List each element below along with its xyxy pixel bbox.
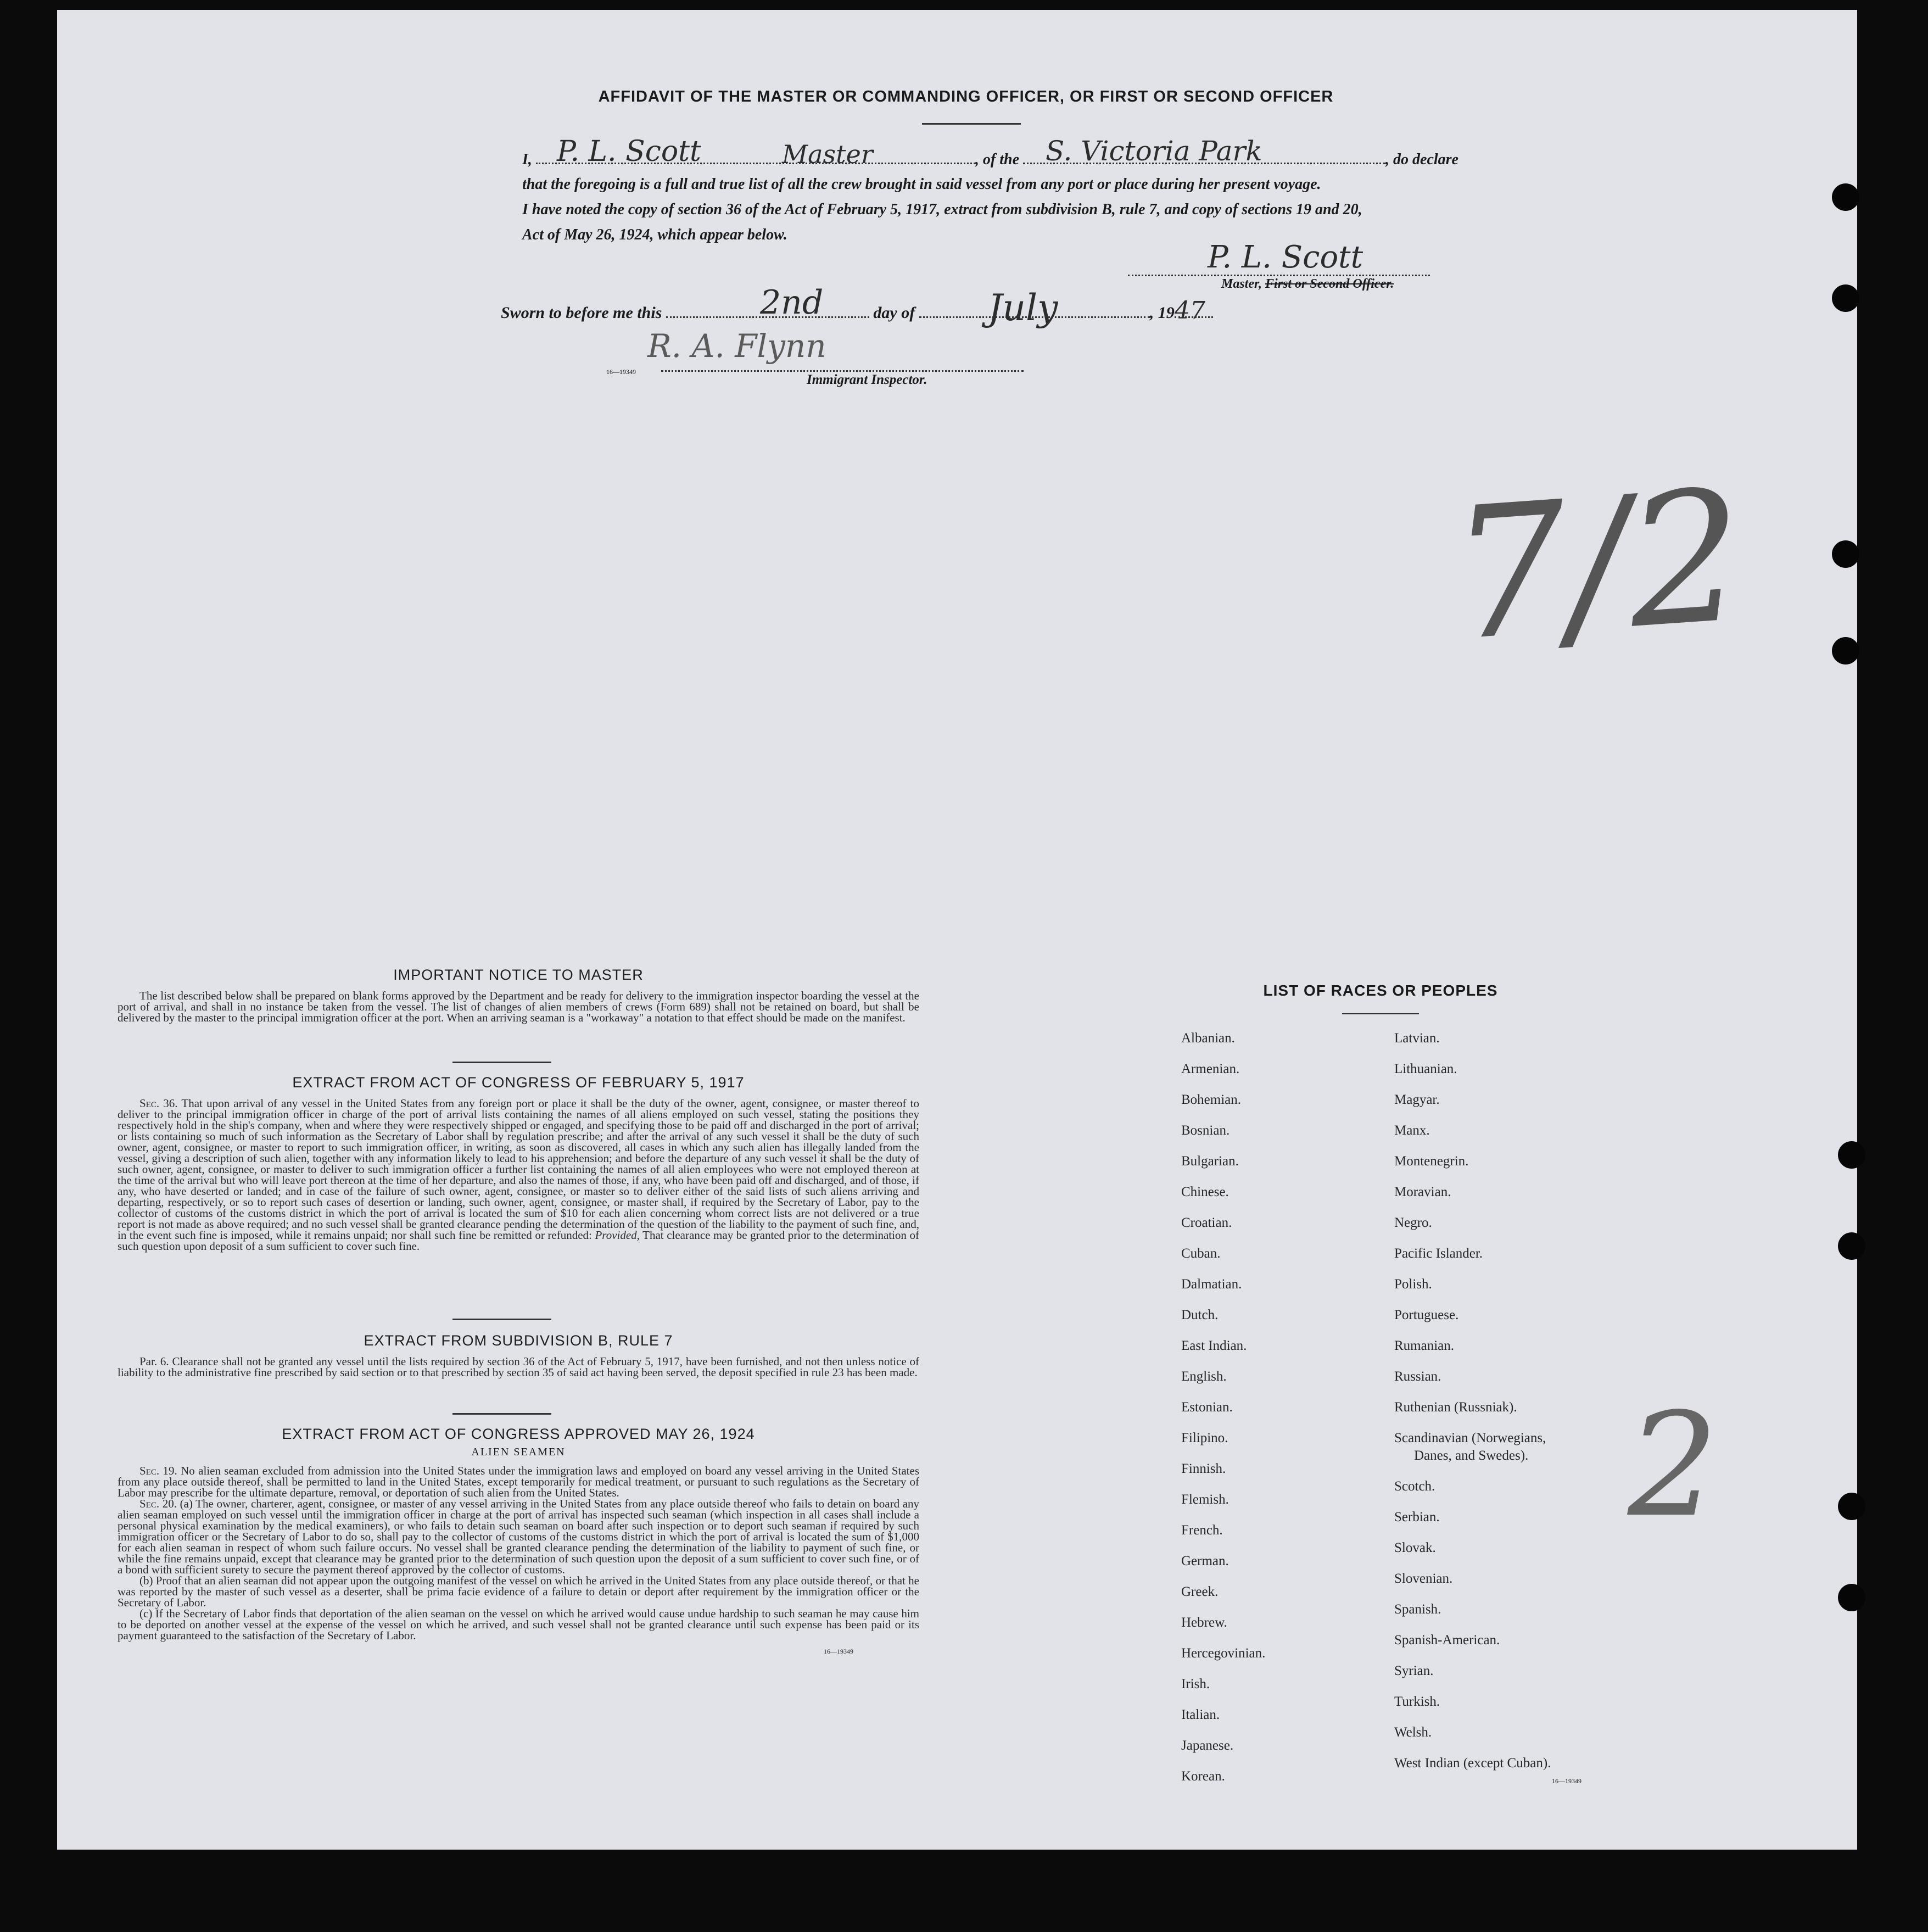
handwritten-rank: Master: [782, 139, 873, 169]
extract-1917-body: [118, 1098, 919, 1252]
extract-form-number: 16—19349: [824, 1648, 853, 1655]
year-label: , 19: [1149, 304, 1175, 322]
race-item: Filipino.: [1181, 1431, 1228, 1445]
margin-mark-2: 2: [1628, 1383, 1719, 1549]
sec20a-body: [118, 1498, 919, 1575]
master-signature: P. L. Scott: [1208, 239, 1363, 275]
race-item: Albanian.: [1181, 1031, 1235, 1046]
section-divider: [452, 1413, 551, 1415]
handwritten-month: July: [988, 287, 1058, 329]
notice-title: IMPORTANT NOTICE TO MASTER: [393, 967, 644, 983]
rule7-body: Par. 6. Clearance shall not be granted any vessel until the lists required by section 36 of the Act of February 5, 1917, have been furnished, and not then unless notice of liability to the administrative fine prescribed by said section or to that prescribed by section 35 of said act having been served, the deposit specified in rule 23 has been made.: [118, 1355, 919, 1379]
struck-officer-label: First or Second Officer.: [1265, 277, 1394, 291]
sec20a-text: (a) The owner, charterer, agent, consignee, or master of any vessel arriving in the United States from any place outside thereof who fails to detain on board any alien seaman employed on such vessel until the immigration officer in charge at the port of arrival has inspected such seaman (which inspection in all cases shall include a personal physical examination by the medical examiners), or who fails to detain such seaman on board after such inspection or to deport such seaman if required by such immigration officer or the Secretary of Labor to do so, shall pay to the collector of customs of the customs district in which the port of arrival is located the sum of $1,000 for each alien seaman in respect of whom such failure occurs. No vessel shall be granted clearance pending the determination of the liability to payment of such fine, or while the fine remains unpaid, except that clearance may be granted prior to the determination of such question upon the deposit of a sum sufficient to cover such fine, or of a bond with sufficient surety to secure the payment thereof approved by the collector of customs.: [118, 1497, 920, 1576]
handwritten-vessel: S. Victoria Park: [1046, 135, 1262, 167]
sec20b-body: (b) Proof that an alien seaman did not appear upon the outgoing manifest of the vessel on which he arrived in the United States from any place outside thereof, or that he was reported by the master of such vessel as a deserter, shall be prima facie evidence of a failure to detain or deport after requirement by the immigration officer or the Secretary of Labor.: [118, 1574, 919, 1609]
race-item: Danes, and Swedes).: [1414, 1448, 1529, 1463]
race-item: Pacific Islander.: [1394, 1246, 1483, 1261]
inspector-label: Immigrant Inspector.: [807, 372, 927, 387]
punch-hole: [1832, 183, 1859, 211]
race-item: Montenegrin.: [1394, 1154, 1469, 1169]
race-item: Spanish.: [1394, 1602, 1441, 1617]
race-item: Greek.: [1181, 1584, 1219, 1599]
i-label: I,: [522, 151, 532, 168]
sec20-label: Sec. 20.: [139, 1497, 177, 1510]
sec36-label: Sec. 36.: [139, 1097, 178, 1110]
race-item: Hercegovinian.: [1181, 1646, 1266, 1661]
signature-line: [1128, 275, 1430, 276]
affidavit-title: AFFIDAVIT OF THE MASTER OR COMMANDING OFFICER, OR FIRST OR SECOND OFFICER: [598, 88, 1334, 105]
race-item: Hebrew.: [1181, 1615, 1227, 1630]
races-form-number: 16—19349: [1552, 1777, 1581, 1785]
races-column-2: [1394, 1023, 1551, 1779]
notice-section: [118, 967, 919, 1023]
punch-hole: [1838, 1141, 1865, 1169]
race-item: Dalmatian.: [1181, 1277, 1242, 1292]
race-item: German.: [1181, 1554, 1229, 1568]
affidavit-line-3: I have noted the copy of section 36 of the Act of February 5, 1917, extract from subdivision B, rule 7, and copy of sections 19 and 20,: [522, 201, 1362, 218]
race-item: Manx.: [1394, 1123, 1430, 1138]
extract-1924-title: EXTRACT FROM ACT OF CONGRESS APPROVED MAY 26, 1924: [282, 1426, 755, 1442]
race-item: Lithuanian.: [1394, 1062, 1457, 1076]
race-item: Ruthenian (Russniak).: [1394, 1400, 1517, 1415]
races-column-1: [1181, 1023, 1265, 1792]
handwritten-day: 2nd: [760, 283, 824, 322]
day-of-label: day of: [873, 304, 915, 322]
race-item: Korean.: [1181, 1769, 1225, 1784]
sec19-label: Sec. 19.: [139, 1464, 177, 1477]
title-divider: [922, 123, 1021, 125]
inspector-line: [661, 370, 1024, 372]
master-label-row: [1221, 277, 1394, 292]
master-label: Master,: [1221, 277, 1262, 291]
form-number: 16—19349: [606, 368, 636, 376]
rule7-title: EXTRACT FROM SUBDIVISION B, RULE 7: [364, 1332, 673, 1349]
race-item: Slovak.: [1394, 1540, 1436, 1555]
race-item: Scotch.: [1394, 1479, 1435, 1494]
race-item: Japanese.: [1181, 1738, 1234, 1753]
handwritten-name: P. L. Scott: [557, 135, 701, 168]
margin-mark: 7/2: [1445, 450, 1751, 682]
rule7-section: [118, 1332, 919, 1378]
sworn-line: [501, 301, 1213, 325]
punch-hole: [1838, 1493, 1865, 1520]
inspector-signature: R. A. Flynn: [647, 327, 826, 365]
race-item: Croatian.: [1181, 1215, 1232, 1230]
sec20c-body: (c) If the Secretary of Labor finds that deportation of the alien seaman on the vessel on which he arrived would cause undue hardship to such seaman he may cause him to be deported on another vessel at the expense of the vessel on which he arrived, and such vessel shall not be granted clearance until such expense has been paid or its payment guaranteed to the satisfaction of the Secretary of Labor.: [118, 1607, 919, 1642]
sec19-body: [118, 1465, 919, 1498]
race-item: Bosnian.: [1181, 1123, 1230, 1138]
handwritten-year: 47: [1175, 297, 1205, 325]
section-divider: [452, 1319, 551, 1320]
do-declare-label: , do declare: [1385, 151, 1458, 168]
race-item: Rumanian.: [1394, 1338, 1455, 1353]
punch-hole: [1832, 284, 1859, 312]
alien-seamen-subtitle: ALIEN SEAMEN: [471, 1446, 566, 1458]
sec36-text: That upon arrival of any vessel in the United States from any foreign port or place it shall be the duty of the owner, agent, consignee, or master thereof to deliver to the principal immigration officer in charge of the port of arrival lists containing the names of all aliens employed on such vessel, stating the positions they respectively hold in the ship's company, when and where they were respectively shipped or engaged, and specifying those to be paid off and discharged in the port of arrival; or lists containing so much of such information as the Secretary of Labor shall by regulation prescribe; and after the arrival of any such vessel it shall be the duty of such owner, agent, consignee, or master to report to such immigration officer, in writing, as soon as discovered, all cases in which any such alien has illegally landed from the vessel, giving a description of such alien, together with any information likely to lead to his apprehension; and before the departure of any such vessel it shall be the duty of such owner, agent, consignee, or master to deliver to such immigration officer a further list containing the names of all alien employees who were not employed thereon at the time of the arrival but who will leave port thereon at the time of her departure, and also the names of those, if any, who have been paid off and discharged, and of those, if any, who have deserted or landed; and in case of the failure of such owner, agent, consignee, or master so to deliver either of the said lists of such aliens arriving and departing, respectively, or so to report such cases of desertion or landing, such owner, agent, consignee, or master shall, if required by the Secretary of Labor, pay to the collector of customs of the customs district in which the port of arrival is located the sum of $10 for each alien concerning whom correct lists are not delivered or a true report is not made as above required; and no such vessel shall be granted clearance pending the determination of the question of the liability to the payment of such fine, and, in the event such fine is imposed, while it remains unpaid; nor shall such fine be remitted or refunded:: [118, 1097, 919, 1242]
race-item: Serbian.: [1394, 1510, 1440, 1525]
provided-label: Provided,: [595, 1229, 640, 1242]
punch-hole: [1832, 540, 1859, 568]
race-item: Bohemian.: [1181, 1092, 1242, 1107]
sec19-text: No alien seaman excluded from admission into the United States under the immigration laws and employed on board any vessel arriving in the United States from any place outside thereof, shall be permitted to land in the United States, except temporarily for medical treatment, or pursuant to such regulations as the Secretary of Labor may prescribe for the ultimate departure, removal, or deportation of such alien from the United States.: [118, 1464, 919, 1499]
race-item: Turkish.: [1394, 1694, 1440, 1709]
race-item: Syrian.: [1394, 1663, 1434, 1678]
section-divider: [452, 1062, 551, 1063]
race-item: Estonian.: [1181, 1400, 1233, 1415]
race-item: Finnish.: [1181, 1461, 1226, 1476]
punch-hole: [1838, 1232, 1865, 1260]
notice-body: The list described below shall be prepared on blank forms approved by the Department and be ready for delivery to the immigration inspector boarding the vessel at the port of arrival, and shall in no instance be taken from the vessel. The list of changes of alien members of crews (Form 689) shall not be retained on board, but shall be delivered by the master to the principal immigration officer at the port. When an arriving seaman is a "workaway" a notation to that effect should be made on the manifest.: [118, 989, 919, 1024]
race-item: Flemish.: [1181, 1492, 1229, 1507]
of-the-label: , of the: [975, 151, 1020, 168]
race-item: Negro.: [1394, 1215, 1432, 1230]
extract-1924-section: [118, 1426, 919, 1656]
punch-hole: [1832, 637, 1859, 665]
race-item: Dutch.: [1181, 1308, 1219, 1322]
extract-1917-title: EXTRACT FROM ACT OF CONGRESS OF FEBRUARY 5, 1917: [292, 1074, 745, 1091]
race-item: Chinese.: [1181, 1185, 1229, 1199]
race-item: Slovenian.: [1394, 1571, 1453, 1586]
race-item: Magyar.: [1394, 1092, 1440, 1107]
races-divider: [1342, 1013, 1419, 1014]
race-item: East Indian.: [1181, 1338, 1247, 1353]
punch-hole: [1838, 1584, 1865, 1611]
race-item: Latvian.: [1394, 1031, 1440, 1046]
race-item: Spanish-American.: [1394, 1633, 1500, 1648]
race-item: English.: [1181, 1369, 1227, 1384]
race-item: Polish.: [1394, 1277, 1432, 1292]
race-item: Moravian.: [1394, 1185, 1451, 1199]
race-item: Cuban.: [1181, 1246, 1221, 1261]
race-item: Portuguese.: [1394, 1308, 1459, 1322]
affidavit-line-4: Act of May 26, 1924, which appear below.: [522, 226, 787, 243]
race-item: West Indian (except Cuban).: [1394, 1756, 1551, 1771]
sec36-tail: That clearance may be granted prior to the determination of such question upon deposit of a sum sufficient to cover such fine.: [118, 1229, 920, 1253]
sworn-label: Sworn to before me this: [501, 304, 662, 322]
affidavit-line-2: that the foregoing is a full and true list of all the crew brought in said vessel from any port or place during her present voyage.: [522, 176, 1321, 193]
race-item: Bulgarian.: [1181, 1154, 1239, 1169]
race-item: Italian.: [1181, 1707, 1220, 1722]
race-item: Russian.: [1394, 1369, 1441, 1384]
extract-1917-section: [118, 1074, 919, 1252]
race-item: Irish.: [1181, 1677, 1210, 1691]
document-page: [57, 10, 1857, 1850]
races-title: LIST OF RACES OR PEOPLES: [1263, 982, 1498, 999]
race-item: Armenian.: [1181, 1062, 1240, 1076]
race-item: French.: [1181, 1523, 1223, 1538]
race-item: Scandinavian (Norwegians,: [1394, 1431, 1546, 1445]
race-item: Welsh.: [1394, 1725, 1432, 1740]
